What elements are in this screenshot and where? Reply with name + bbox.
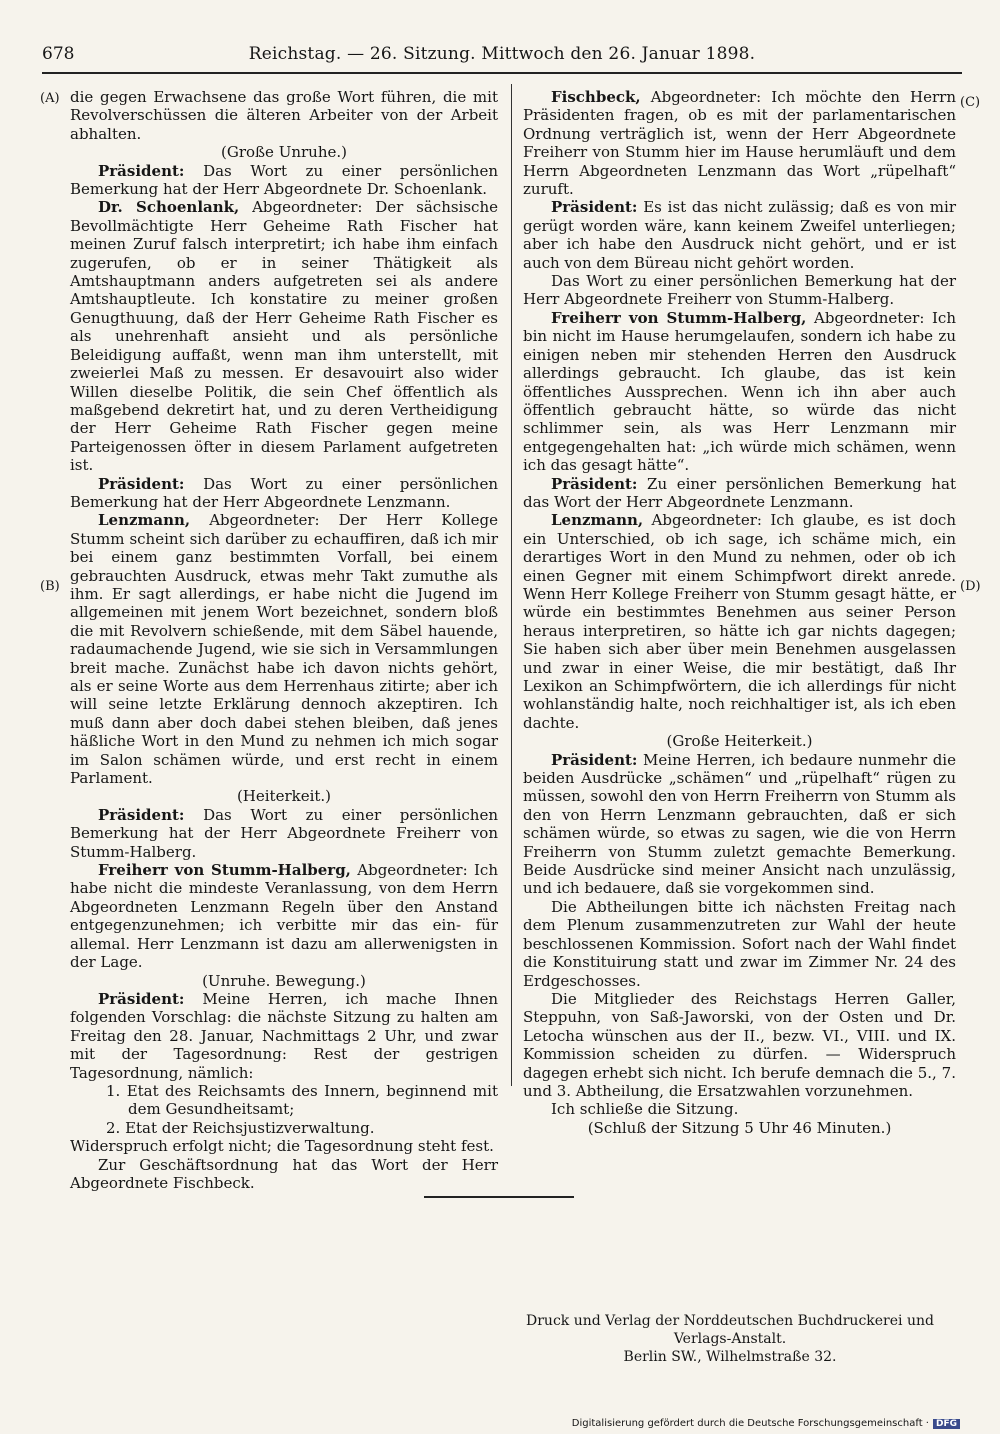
speech-paragraph: [70, 198, 498, 474]
speaker-name: Dr. Schoenlank,: [98, 198, 240, 217]
speech-paragraph: [523, 751, 956, 898]
digitization-credit: [560, 1418, 960, 1432]
paragraph-text: Abgeordneter: Ich habe nicht die mindeste Veranlassung, von dem Herrn Abgeordneten Lenzmann Regeln über den Anstand entgegenzunehmen; ich verbitte mir das ein- für allemal. Herr Lenzmann ist dazu am allerwenigsten in der Lage.: [70, 861, 498, 972]
paragraph-text: (Schluß der Sitzung 5 Uhr 46 Minuten.): [587, 1118, 892, 1137]
speaker-name: Präsident:: [98, 474, 185, 493]
paragraph-text: Zur Geschäftsordnung hat das Wort der Herr Abgeordnete Fischbeck.: [70, 1155, 498, 1192]
speaker-name: Lenzmann,: [551, 511, 644, 530]
speech-paragraph: [523, 198, 956, 272]
speaker-name: Präsident:: [551, 474, 638, 493]
imprint-line-1: Druck und Verlag der Norddeutschen Buchdruckerei und Verlags-Anstalt.: [526, 1313, 934, 1347]
paragraph-text: Zu einer persönlichen Bemerkung hat das Wort der Herr Abgeordnete Lenzmann.: [523, 474, 956, 511]
speech-paragraph: [70, 511, 498, 787]
printer-imprint: [500, 1312, 960, 1366]
speech-paragraph: [523, 511, 956, 732]
paragraph-text: (Große Unruhe.): [221, 143, 347, 162]
stage-direction: [70, 143, 498, 161]
margin-mark-b: (B): [40, 579, 60, 594]
paragraph-text: (Unruhe. Bewegung.): [202, 971, 366, 990]
paragraph-text: Abgeordneter: Der sächsische Bevollmächtigte Herr Geheime Rath Fischer hat meinen Zuruf falsch interpretirt; ich habe ihm einfach zugerufen, ob er in seiner Thätigkeit als Amtshauptmann anders aufgetreten sei als andere Amtshauptleute. Ich konstatire zu meiner großen Genugthuung, daß der Herr Geheime Rath Fischer es als unehrenhaft ansieht und als persönliche Beleidigung auffaßt, wenn man ihm unterstellt, mit zweierlei Maß zu messen. Er desavouirt also wider Willen dieselbe Politik, die sein Chef öffentlich als maßgebend dekretirt hat, und zu deren Vertheidigung der Herr Geheime Rath Fischer gegen meine Parteigenossen öfter in diesem Parlament aufgetreten ist.: [70, 198, 498, 475]
running-title: Reichstag. — 26. Sitzung. Mittwoch den 26. Januar 1898.: [248, 44, 756, 64]
paragraph: [523, 1100, 956, 1118]
margin-mark-d: (D): [960, 579, 981, 594]
header-rule: [42, 72, 962, 74]
speaker-name: Präsident:: [98, 805, 185, 824]
paragraph-text: Meine Herren, ich bedaure nunmehr die beiden Ausdrücke „schämen“ und „rüpelhaft“ rügen zu müssen, sowohl den von Herrn Freiherrn von Stumm als den von Herrn Lenzmann gebrauchten, daß er sich schämen würde, so etwas zu sagen, wie die von Herrn Freiherrn von Stumm zuletzt gemachte Bemerkung. Beide Ausdrücke sind meiner Ansicht nach unzulässig, und ich bedauere, daß sie vorgekommen sind.: [523, 750, 956, 898]
paragraph-text: 2. Etat der Reichsjustizverwaltung.: [106, 1118, 375, 1137]
paragraph-text: (Heiterkeit.): [236, 787, 332, 806]
paragraph: [523, 898, 956, 990]
paragraph: [523, 990, 956, 1100]
speaker-name: Präsident:: [98, 161, 185, 180]
stage-direction: [70, 972, 498, 990]
credit-text: Digitalisierung gefördert durch die Deutsche Forschungsgemeinschaft ·: [571, 1418, 929, 1429]
speech-paragraph: [70, 475, 498, 512]
speech-paragraph: [70, 861, 498, 971]
dfg-logo: DFG: [933, 1419, 960, 1429]
paragraph-text: 1. Etat des Reichsamts des Innern, beginnend mit dem Gesundheitsamt;: [106, 1081, 498, 1119]
paragraph-text: Die Mitglieder des Reichstags Herren Galler, Steppuhn, von Saß-Jaworski, von der Osten und Dr. Letocha wünschen aus der II., bezw. VI., VIII. und IX. Kommission scheiden zu dürfen. — Widerspruch dagegen erhebt sich nicht. Ich berufe demnach die 5., 7. und 3. Abtheilung, die Ersatzwahlen vorzunehmen.: [523, 989, 956, 1100]
speaker-name: Lenzmann,: [98, 511, 191, 530]
paragraph-text: Das Wort zu einer persönlichen Bemerkung hat der Herr Abgeordnete Lenzmann.: [70, 474, 498, 511]
speaker-name: Präsident:: [98, 989, 185, 1008]
agenda-item: [70, 1082, 498, 1119]
paragraph-text: Ich schließe die Sitzung.: [551, 1100, 739, 1119]
paragraph-text: Das Wort zu einer persönlichen Bemerkung hat der Herr Abgeordnete Freiherr von Stumm-Halberg.: [70, 805, 498, 861]
speaker-name: Freiherr von Stumm-Halberg,: [98, 861, 351, 880]
paragraph-text: Abgeordneter: Der Herr Kollege Stumm scheint sich darüber zu echauffiren, daß ich mir bei einem ganz bestimmten Vorfall, bei einem gebrauchten Ausdruck, etwas mehr Takt zumuthe als ihm. Er sagt allerdings, er habe nicht die Jugend im allgemeinen mit jenem Wort bezeichnet, sondern bloß die mit Revolvern schießende, mit dem Säbel hauende, radaumachende Jugend, wie sie sich in Versammlungen breit mache. Zunächst habe ich davon nichts gehört, als er seine Worte aus dem Herrenhaus zitirte; aber ich will seine letzte Erklärung dennoch akzeptiren. Ich muß dann aber doch dabei stehen bleiben, daß jenes häßliche Wort in den Mund zu nehmen ich mich sogar im Salon schämen würde, und erst recht in einem Parlament.: [70, 511, 498, 788]
stage-direction: [523, 732, 956, 750]
paragraph-text: Die Abtheilungen bitte ich nächsten Freitag nach dem Plenum zusammenzutreten zur Wahl der heute beschlossenen Kommission. Sofort nach der Wahl findet die Konstituirung statt und zwar im Zimmer Nr. 24 des Erdgeschosses.: [523, 897, 956, 990]
page-number: 678: [42, 44, 75, 64]
paragraph-text: Das Wort zu einer persönlichen Bemerkung hat der Herr Abgeordnete Freiherr von Stumm-Halberg.: [523, 272, 956, 309]
speech-paragraph: [523, 475, 956, 512]
paragraph-text: Es ist das nicht zulässig; daß es von mir gerügt worden wäre, kann keinem Zweifel unterliegen; aber ich habe den Ausdruck nicht gehört, und er ist auch von dem Büreau nicht gehört worden.: [523, 198, 956, 272]
paragraph-text: Meine Herren, ich mache Ihnen folgenden Vorschlag: die nächste Sitzung zu halten am Freitag den 28. Januar, Nachmittags 2 Uhr, und zwar mit der Tagesordnung: Rest der gestrigen Tagesordnung, nämlich:: [70, 989, 498, 1082]
paragraph: [70, 1137, 498, 1155]
column-divider: [511, 84, 512, 1086]
speech-paragraph: [70, 162, 498, 199]
paragraph: [70, 88, 498, 143]
paragraph-text: Abgeordneter: Ich glaube, es ist doch ein Unterschied, ob ich sage, ich schäme mich, ein derartiges Wort in den Mund zu nehmen, oder ob ich einen Gegner mit einem Schimpfwort direkt anrede. Wenn Herr Kollege Freiherr von Stumm gesagt hätte, er würde ein bestimmtes Benehmen aus seiner Person heraus interpretiren, so hätte ich gar nichts dagegen; Sie haben sich aber über mein Benehmen ausgelassen und zwar in einer Weise, die mir bestätigt, daß Ihr Lexikon an Schimpfwörtern, die ich allerdings für nicht wohlanständig halte, noch reichhaltiger ist, als ich eben dachte.: [523, 511, 956, 732]
paragraph: [70, 1156, 498, 1193]
stage-direction: [70, 787, 498, 805]
speaker-name: Präsident:: [551, 198, 638, 217]
margin-mark-a: (A): [40, 91, 60, 106]
page-header: [42, 44, 962, 70]
agenda-item: [70, 1119, 498, 1137]
paragraph-text: Das Wort zu einer persönlichen Bemerkung hat der Herr Abgeordnete Dr. Schoenlank.: [70, 161, 498, 199]
speaker-name: Fischbeck,: [551, 88, 641, 106]
speech-paragraph: [523, 88, 956, 198]
paragraph: [523, 272, 956, 309]
margin-mark-c: (C): [960, 95, 981, 110]
left-text-column: [70, 88, 498, 1192]
stage-direction: [523, 1119, 956, 1137]
paragraph-text: die gegen Erwachsene das große Wort führen, die mit Revolverschüssen die älteren Arbeiter von der Arbeit abhalten.: [70, 88, 498, 143]
speaker-name: Präsident:: [551, 750, 638, 769]
right-text-column: [523, 88, 956, 1137]
speech-paragraph: [70, 806, 498, 861]
paragraph-text: Abgeordneter: Ich bin nicht im Hause herumgelaufen, sondern ich habe zu einigen neben mir stehenden Herren den Ausdruck allerdings gebraucht. Ich glaube, das ist kein öffentliches Aussprechen. Wenn ich ihn aber auch öffentlich gebraucht hätte, so würde das nicht schlimmer sein, als was Herr Lenzmann mir entgegengehalten hat: „ich würde mich schämen, wenn ich das gesagt hätte“.: [523, 308, 956, 475]
speech-paragraph: [523, 309, 956, 475]
speaker-name: Freiherr von Stumm-Halberg,: [551, 308, 807, 327]
paragraph-text: Widerspruch erfolgt nicht; die Tagesordnung steht fest.: [70, 1137, 494, 1156]
imprint-line-2: Berlin SW., Wilhelmstraße 32.: [623, 1349, 837, 1365]
end-rule: [424, 1196, 574, 1198]
paragraph-text: (Große Heiterkeit.): [666, 732, 813, 751]
paragraph-text: Abgeordneter: Ich möchte den Herrn Präsidenten fragen, ob es mit der parlamentarischen Ordnung verträglich ist, wenn der Herr Abgeordnete Freiherr von Stumm hier im Hause herumläuft und dem Herrn Abgeordneten Lenzmann das Wort „rüpelhaft“ zuruft.: [523, 88, 956, 199]
speech-paragraph: [70, 990, 498, 1082]
